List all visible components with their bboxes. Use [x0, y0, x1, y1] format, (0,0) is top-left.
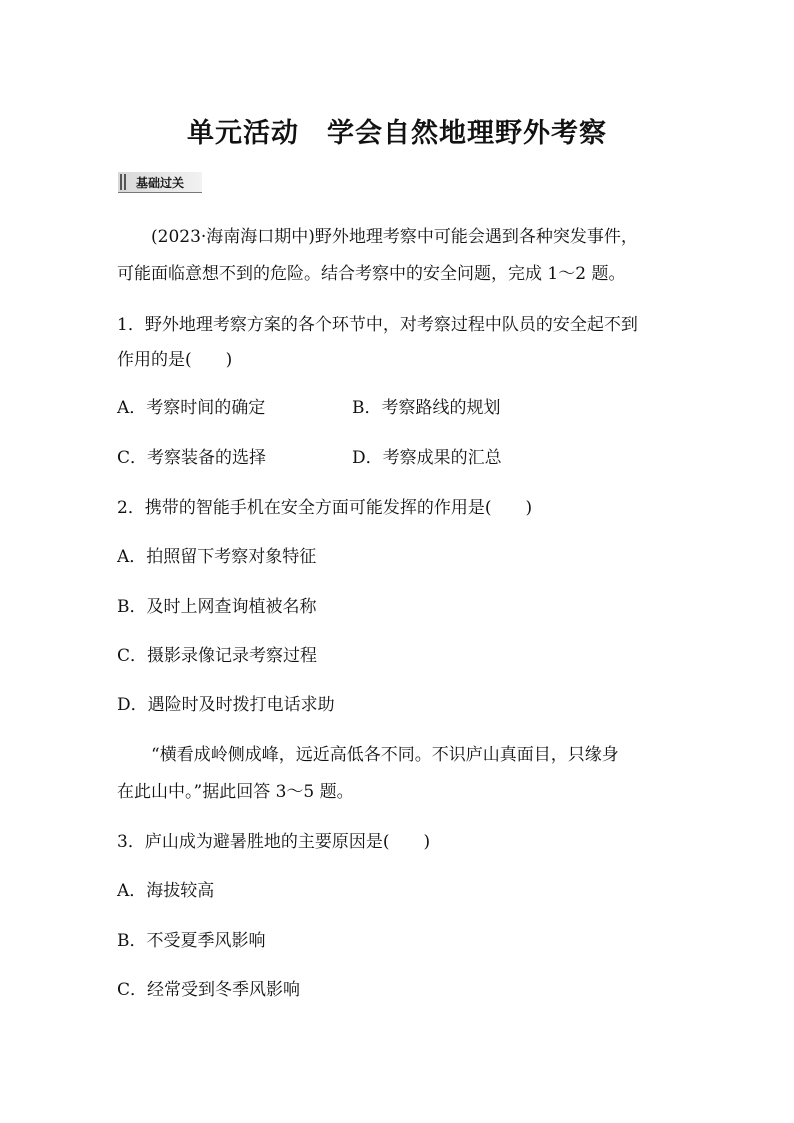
intro1-line2: 可能面临意想不到的危险。结合考察中的安全问题，完成 1～2 题。 — [117, 264, 626, 284]
q3-stem: 3．庐山成为避暑胜地的主要原因是( ) — [117, 832, 431, 852]
q1-option-b: B．考察路线的规划 — [352, 398, 501, 418]
q2-option-c: C．摄影录像记录考察过程 — [117, 646, 318, 666]
q2-option-a: A．拍照留下考察对象特征 — [117, 547, 317, 567]
page-title: 单元活动 学会自然地理野外考察 — [187, 118, 607, 149]
section-marker-icon — [118, 172, 130, 192]
section-tag-label: 基础过关 — [136, 175, 185, 190]
intro2-line2: 在此山中。”据此回答 3～5 题。 — [117, 782, 354, 802]
q1-stem-line1: 1．野外地理考察方案的各个环节中，对考察过程中队员的安全起不到 — [117, 315, 638, 335]
q1-option-d: D．考察成果的汇总 — [352, 448, 502, 468]
intro2-line1: “横看成岭侧成峰，远近高低各不同。不识庐山真面目，只缘身 — [151, 745, 619, 765]
q2-option-b: B．及时上网查询植被名称 — [117, 597, 317, 617]
q3-option-a: A．海拔较高 — [117, 881, 215, 901]
q2-stem: 2．携带的智能手机在安全方面可能发挥的作用是( ) — [117, 498, 533, 518]
intro1-line1: (2023·海南海口期中)野外地理考察中可能会遇到各种突发事件， — [151, 227, 638, 247]
q1-option-a: A．考察时间的确定 — [117, 398, 266, 418]
q3-option-b: B．不受夏季风影响 — [117, 931, 266, 951]
q3-option-c: C．经常受到冬季风影响 — [117, 980, 301, 1000]
q1-stem-line2: 作用的是( ) — [117, 350, 233, 370]
section-tag — [118, 172, 202, 193]
q1-option-c: C．考察装备的选择 — [117, 448, 267, 468]
q2-option-d: D．遇险时及时拨打电话求助 — [117, 695, 335, 715]
